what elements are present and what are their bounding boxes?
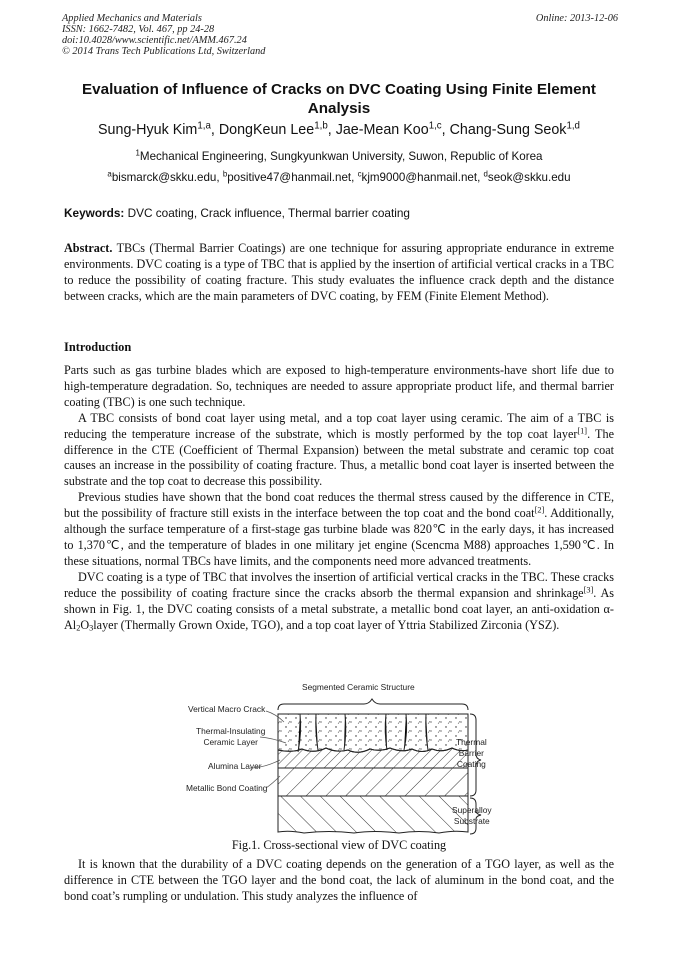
keywords-label: Keywords: <box>64 206 125 220</box>
citation[interactable]: [1] <box>577 426 588 436</box>
keywords <box>64 206 410 220</box>
email-link[interactable]: kjm9000@hanmail.net <box>361 171 478 184</box>
paragraph: Parts such as gas turbine blades which are exposed to high-temperature environments-have short life due to high-temperature degradation. So, techniques are needed to assure appropriate product life, and thermal barrier coating (TBC) is one such technique. <box>64 363 614 409</box>
copyright-line: © 2014 Trans Tech Publications Ltd, Switzerland <box>62 46 266 57</box>
author-sup: 1,c <box>428 120 442 132</box>
doi-line: doi:10.4028/www.scientific.net/AMM.467.24 <box>62 35 247 46</box>
author-sup: 1,b <box>314 120 328 132</box>
author-name: Chang-Sung Seok <box>449 122 567 138</box>
paragraph: Previous studies have shown that the bond coat reduces the thermal stress caused by the difference in CTE, but the possibility of fracture still exists in the interface between the top coat and the bond coat[2]. Additionally, although the surface temperature of a first-stage gas turbine blade was 820℃ in the early days, it has increased to 1,370℃, and the temperature of blades in one military jet engine (Scencma M88) approaches 1,590℃. In these situations, normal TBCs have limits, and the components need more advanced treatments. <box>64 490 614 568</box>
citation[interactable]: [2] <box>534 505 545 515</box>
email-link[interactable]: positive47@hanmail.net <box>227 171 352 184</box>
citation[interactable]: [3] <box>583 585 594 595</box>
email-sup: a <box>107 169 112 179</box>
journal-header <box>62 13 265 57</box>
abstract-text: TBCs (Thermal Barrier Coatings) are one technique for assuring appropriate endurance in extreme environments. DVC coating is a type of TBC that is applied by the insertion of artificial vertical cracks in a TBC to reduce the possibility of coating fracture. This study evaluates the influence crack depth and the distance between cracks, which are the main parameters of DVC coating, by FEM (Finite Element Method). <box>64 241 614 303</box>
affiliation-text: Mechanical Engineering, Sungkyunkwan University, Suwon, Republic of Korea <box>139 150 543 163</box>
author-list: Sung-Hyuk Kim$^{1,a}$, DongKeun Lee$^{1,b}$, Jae-Mean Koo$^{1,c}$, Chang-Sung Seok$^{1,d}$ <box>98 120 580 138</box>
author-name: Sung-Hyuk Kim <box>98 122 198 138</box>
label-vertical-macro-crack: Vertical Macro Crack <box>188 704 266 714</box>
introduction-body <box>64 363 614 633</box>
label-thermal-barrier-coating: Thermal Barrier Coating <box>456 737 487 769</box>
paragraph: DVC coating is a type of TBC that involves the insertion of artificial vertical cracks in the TBC. These cracks reduce the possibility of coating fracture since the cracks absorb the thermal expansion and shrinkage[3]. As shown in Fig. 1, the DVC coating consists of a metal substrate, a metallic bond coat layer, an anti-oxidation $\alpha-Al_2O_3layer$ (Thermally Grown Oxide, TGO), and a top coat layer of Yttria Stabilized Zirconia (YSZ). <box>64 569 614 633</box>
online-date: Online: 2013-12-06 <box>535 13 618 24</box>
issn-line: ISSN: 1662-7482, Vol. 467, pp 24-28 <box>62 24 215 35</box>
label-ceramic-layer: Thermal-Insulating Ceramic Layer <box>196 726 266 747</box>
email-link[interactable]: seok@skku.edu <box>487 171 571 184</box>
abstract <box>64 241 614 305</box>
email-sup: c <box>357 169 362 179</box>
closing-paragraph <box>64 857 614 905</box>
label-alumina-layer: Alumina Layer <box>208 761 262 771</box>
keywords-text: DVC coating, Crack influence, Thermal barrier coating <box>127 206 410 220</box>
author-sup: 1,a <box>197 120 211 132</box>
paragraph: It is known that the durability of a DVC coating depends on the generation of a TGO layer, as well as the difference in CTE between the TGO layer and the bond coat, the lack of aluminum in the bond coat, and the bond coat’s rumpling or undulation. This study analyzes the influence of <box>64 857 614 903</box>
author-name: Jae-Mean Koo <box>335 122 429 138</box>
affiliation <box>40 150 638 164</box>
author-sup: 1,d <box>566 120 580 132</box>
section-heading-introduction: Introduction <box>64 340 132 354</box>
label-segmented-ceramic-structure: Segmented Ceramic Structure <box>302 682 415 692</box>
abstract-label: Abstract. <box>64 241 113 255</box>
label-metallic-bond-coating: Metallic Bond Coating <box>186 783 268 793</box>
author-name: DongKeun Lee <box>218 122 315 138</box>
journal-name: Applied Mechanics and Materials <box>62 13 202 24</box>
email-sup: d <box>483 169 488 179</box>
label-superalloy-substrate: Superalloy Substrate <box>452 805 492 826</box>
affiliation-sup: 1 <box>135 148 140 158</box>
figure-1-cross-section <box>184 680 500 836</box>
paper-title: Evaluation of Influence of Cracks on DVC Coating Using Finite Element Analysis <box>82 81 596 117</box>
figure-caption: Fig.1. Cross-sectional view of DVC coating <box>231 838 447 852</box>
paragraph: A TBC consists of bond coat layer using metal, and a top coat layer using ceramic. The aim of a TBC is reducing the temperature increase of the substrate, which is mostly performed by the top coat layer[1]. The difference in the CTE (Coefficient of Thermal Expansion) between the metal substrate and ceramic top coat causes an increase in the possibility of coating fracture. Thus, a metallic bond coat layer is inserted between the substrate and the top coat to decrease this possibility. <box>64 410 614 489</box>
email-sup: b <box>222 169 228 179</box>
email-list: $^a$bismarck@skku.edu, $^b$positive47@hanmail.net, $^c$kjm9000@hanmail.net, $^d$seok@skku.edu <box>107 169 571 184</box>
email-link[interactable]: bismarck@skku.edu <box>111 171 217 184</box>
